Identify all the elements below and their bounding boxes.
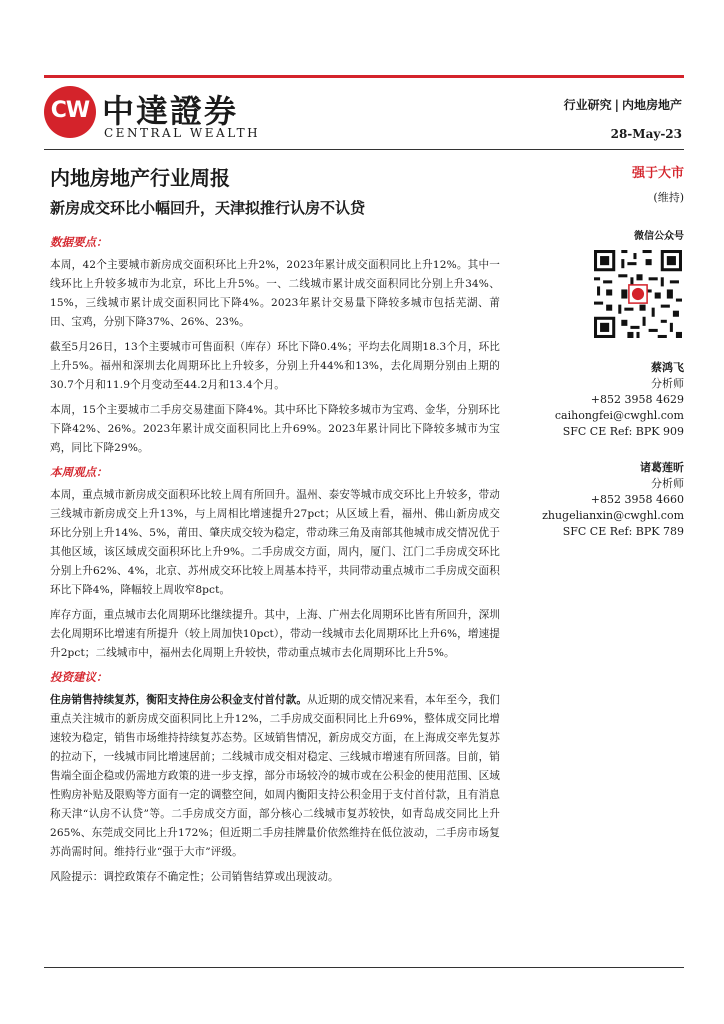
risk-note: 风险提示：调控政策存不确定性；公司销售结算或出现波动。: [50, 871, 339, 883]
report-title: 内地房地产行业周报: [50, 166, 230, 190]
analyst-role: 分析师: [651, 477, 684, 490]
company-logo: [44, 84, 274, 144]
footer-divider: [44, 967, 684, 968]
report-subtitle: 新房成交环比小幅回升，天津拟推行认房不认贷: [50, 199, 366, 217]
invest-lead: 住房销售持续复苏，衡阳支持住房公积金支付首付款。: [50, 694, 308, 706]
report-body: [50, 234, 500, 893]
wechat-qr-code-icon: [594, 250, 682, 338]
view-paragraph: 库存方面，重点城市去化周期环比继续提升。其中，上海、广州去化周期环比皆有所回升，深圳去化周期环比增速有所提升（较上周加快10pct），带动一线城市去化周期环比上升6%，增速提升2pct；二线城市中，福州去化周期上升较快，带动重点城市去化周期环比上升5%。: [50, 609, 500, 659]
report-sector-label: 内地房地产: [621, 98, 682, 112]
data-paragraph: 截至5月26日，13个主要城市可售面积（库存）环比下降0.4%；平均去化周期18.3个月，环比上升5%。福州和深圳去化周期环比上升较多，分别上升44%和13%，去化周期分别由上期的30.7个月和11.9个月变动至44.2月和13.4个月。: [50, 341, 500, 391]
analyst-card: [520, 460, 684, 540]
analyst-card: [520, 360, 684, 440]
analyst-phone: +852 3958 4660: [590, 493, 684, 506]
industry-rating: 强于大市: [631, 166, 684, 181]
company-name-en: CENTRAL WEALTH: [104, 126, 261, 140]
invest-paragraph: [50, 691, 500, 862]
sidebar: [520, 162, 684, 538]
analyst-name: 蔡鸿飞: [651, 361, 684, 374]
view-paragraph: 本周，重点城市新房成交面积环比较上周有所回升。温州、泰安等城市成交环比上升较多，带动三线城市新房成交上升13%，与上周相比增速提升27pct；从区域上看，福州、佛山新房成交环比分别上升14%、5%，莆田、肇庆成交较为稳定，带动珠三角及南部其他城市成交情况优于其他区域，该区域成交面积环比上升9%。二手房成交方面，周内，厦门、江门二手房成交环比分别上升62%、4%，北京、苏州成交环比较上周基本持平，共同带动重点城市二手房成交面积环比下降4%，降幅较上周收窄8pct。: [50, 489, 500, 596]
wechat-label: 微信公众号: [634, 231, 684, 242]
rating-status: (维持): [653, 191, 684, 204]
invest-body: 从近期的成交情况来看，本年至今，我们重点关注城市的新房成交面积同比上升12%，二手房成交面积同比上升69%，整体成交同比增速较为稳定，销售市场维持持续复苏态势。区域销售情况，新房成交方面，在上海成交率先复苏的拉动下，一线城市同比增速居前；二线城市成交相对稳定、三线城市增速有所回落。目前，销售端全面企稳或仍需地方政策的进一步支撑，部分市场较冷的城市或在公积金的使用范围、区域性购房补贴及限购等方面有一定的调整空间，如周内衡阳支持公积金用于支付首付款，且有消息称天津“认房不认贷”等。二手房成交方面，部分核心二线城市复苏较快，如青岛成交同比上升265%、东莞成交同比上升172%；但近期二手房挂牌量价依然维持在低位波动，二手房市场复苏尚需时间。维持行业“强于大市”评级。: [50, 694, 500, 858]
analyst-name: 诸葛莲昕: [640, 461, 684, 474]
analyst-license: SFC CE Ref: BPK 909: [562, 425, 684, 438]
report-category: [564, 96, 682, 113]
logo-emblem-text: CW: [50, 98, 90, 123]
analyst-email[interactable]: zhugelianxin@cwghl.com: [542, 509, 684, 522]
section-head-invest: 投资建议：: [50, 670, 108, 684]
data-paragraph: 本周，15个主要城市二手房交易建面下降4%。其中环比下降较多城市为宝鸡、金华，分别环比下降42%、26%。2023年累计成交面积同比上升69%。2023年累计同比下降较多城市为宝鸡，同比下降29%。: [50, 404, 500, 454]
data-paragraph: 本周，42个主要城市新房成交面积环比上升2%，2023年累计成交面积同比上升12%。其中一线环比上升较多城市为北京，环比上升5%。一、二线城市累计成交面积同比分别上升34%、15%，三线城市累计成交面积同比下降4%。2023年累计交易量下降较多城市包括芜湖、莆田、宝鸡，分别下降37%、26%、23%。: [50, 259, 500, 328]
section-head-data: 数据要点：: [50, 235, 108, 249]
analyst-role: 分析师: [651, 377, 684, 390]
logo-emblem: [44, 86, 96, 138]
category-separator: |: [614, 98, 619, 112]
company-name-cn: 中達證券: [102, 92, 239, 130]
analyst-phone: +852 3958 4629: [590, 393, 684, 406]
report-category-label: 行业研究: [563, 98, 612, 112]
section-head-view: 本周观点：: [50, 465, 108, 479]
analyst-email[interactable]: caihongfei@cwghl.com: [554, 409, 684, 422]
analyst-license: SFC CE Ref: BPK 789: [562, 525, 684, 538]
header-divider: [44, 149, 684, 150]
header-top-rule: [44, 75, 684, 78]
report-date: 28-May-23: [610, 127, 682, 141]
